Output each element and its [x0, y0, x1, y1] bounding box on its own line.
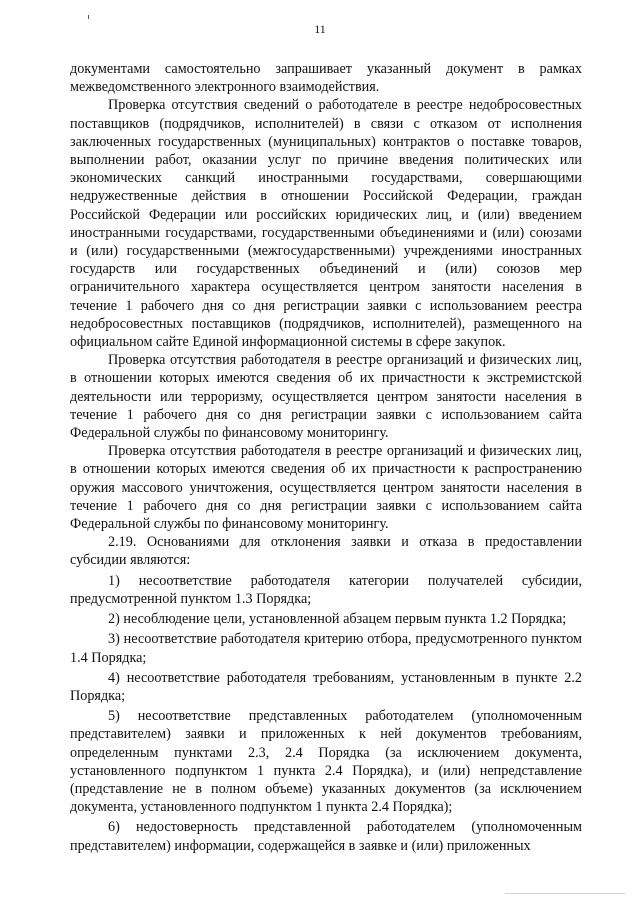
paragraph-section-2-19: 2.19. Основаниями для отклонения заявки и отказа в предоставлении субсидии являются: [70, 534, 582, 569]
list-item-1: 1) несоответствие работодателя категории получателей субсидии, предусмотренной пунктом 1.3 Порядка; [70, 572, 582, 607]
paragraph-wmd-check: Проверка отсутствия работодателя в реестре организаций и физических лиц, в отношении которых имеются сведения об их причастности к распространению оружия массового уничтожения, осуществляется центром занятости населения в течение 1 рабочего дня со дня регистрации заявки с использованием сайта Федеральной службы по финансовому мониторингу. [70, 443, 582, 533]
list-item-4: 4) несоответствие работодателя требованиям, установленным в пункте 2.2 Порядка; [70, 669, 582, 704]
scan-edge-line [505, 893, 625, 894]
list-item-6: 6) недостоверность представленной работодателем (уполномоченным представителем) информации, содержащейся в заявке и (или) приложенных [70, 819, 582, 854]
paragraph-extremism-check: Проверка отсутствия работодателя в реестре организаций и физических лиц, в отношении которых имеются сведения об их причастности к экстремистской деятельности или терроризму, осуществляется центром занятости населения в течение 1 рабочего дня со дня регистрации заявки с использованием сайта Федеральной службы по финансовому мониторингу. [70, 352, 582, 442]
scan-speck [88, 15, 89, 19]
paragraph-continuation: документами самостоятельно запрашивает указанный документ в рамках межведомственного электронного взаимодействия. [70, 61, 582, 96]
paragraph-unfair-suppliers-check: Проверка отсутствия сведений о работодателе в реестре недобросовестных поставщиков (подрядчиков, исполнителей) в связи с отказом от исполнения заключенных государственных (муниципальных) контрактов о поставке товаров, выполнении работ, оказании услуг по причине введения политических или экономических санкций иностранными государствами, совершающими недружественные действия в отношении Российской Федерации, граждан Российской Федерации или российских юридических лиц, и (или) введением иностранными государствами, государственными объединениями и (или) союзами и (или) государственными (межгосударственными) учреждениями иностранных государств или государственных объединений и (или) союзов мер ограничительного характера осуществляется центром занятости населения в течение 1 рабочего дня со дня регистрации заявки с использованием реестра недобросовестных поставщиков (подрядчиков, исполнителей), размещенного на официальном сайте Единой информационной системы в сфере закупок. [70, 97, 582, 351]
document-body [70, 60, 582, 855]
list-item-2: 2) несоблюдение цели, установленной абзацем первым пункта 1.2 Порядка; [108, 611, 567, 628]
list-item-3: 3) несоответствие работодателя критерию отбора, предусмотренного пунктом 1.4 Порядка; [70, 631, 582, 666]
page-number: 11 [314, 22, 326, 36]
list-item-5: 5) несоответствие представленных работодателем (уполномоченным представителем) заявки и приложенных к ней документов требованиям, определенным пунктами 2.3, 2.4 Порядка (за исключением документа, установленного подпунктом 1 пункта 2.4 Порядка), и (или) непредставление (представление не в полном объеме) указанных документов (за исключением документа, установленного подпунктом 1 пункта 2.4 Порядка); [70, 708, 582, 816]
